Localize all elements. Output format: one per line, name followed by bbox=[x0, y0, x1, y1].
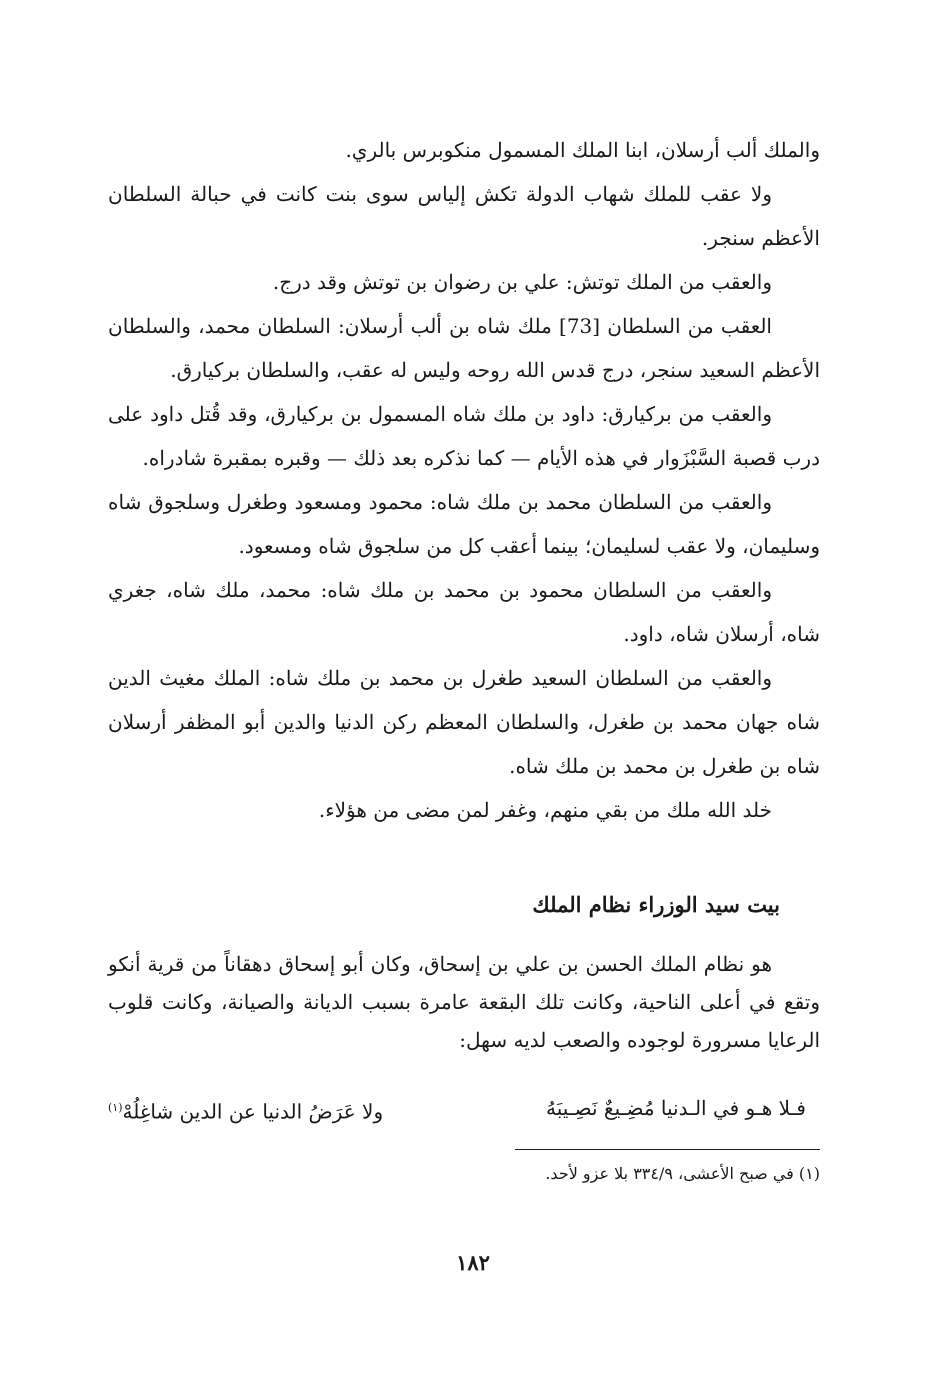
paragraph-6: والعقب من السلطان محمد بن ملك شاه: محمود ومسعود وطغرل وسلجوق شاه وسليمان، ولا عقب لسليمان؛ بينما أعقب كل من سلجوق شاه ومسعود. bbox=[108, 490, 820, 558]
poetry-verse bbox=[108, 1088, 820, 1132]
footnote-marker: (١) bbox=[108, 1101, 123, 1114]
verse-hemistich-2-text: ولا عَرَضُ الدنيا عن الدين شاغِلُهْ bbox=[122, 1099, 384, 1124]
paragraph-4: العقب من السلطان [73] ملك شاه بن ألب أرسلان: السلطان محمد، والسلطان الأعظم السعيد سنجر، درج قدس الله روحه وليس له عقب، والسلطان بركيارق. bbox=[108, 314, 820, 382]
main-text bbox=[108, 128, 820, 832]
footnote-divider bbox=[515, 1149, 820, 1150]
section-text bbox=[108, 945, 820, 1059]
paragraph-1: والملك ألب أرسلان، ابنا الملك المسمول منكوبرس بالري. bbox=[345, 138, 820, 162]
paragraph-7: والعقب من السلطان محمود بن محمد بن ملك شاه: محمد، ملك شاه، جغري شاه، أرسلان شاه، داود. bbox=[108, 578, 820, 646]
paragraph-8: والعقب من السلطان السعيد طغرل بن محمد بن ملك شاه: الملك مغيث الدين شاه جهان محمد بن طغرل، والسلطان المعظم ركن الدنيا والدين أبو المظفر أرسلان شاه بن طغرل بن محمد بن ملك شاه. bbox=[108, 666, 820, 778]
section-heading: بيت سيد الوزراء نظام الملك bbox=[532, 892, 780, 917]
paragraph-5: والعقب من بركيارق: داود بن ملك شاه المسمول بن بركيارق، وقد قُتل داود على درب قصبة السَّبْزَوار في هذه الأيام — كما نذكره بعد ذلك — وقبره بمقبرة شادراه. bbox=[108, 402, 820, 470]
paragraph-nizam: هو نظام الملك الحسن بن علي بن إسحاق، وكان أبو إسحاق دهقاناً من قرية أنكو وتقع في أعلى الناحية، وكانت تلك البقعة عامرة بسبب الديانة والصيانة، وكانت قلوب الرعايا مسرورة لوجوده والصعب لديه سهل: bbox=[108, 952, 820, 1052]
paragraph-3: والعقب من الملك توتش: علي بن رضوان بن توتش وقد درج. bbox=[272, 270, 772, 294]
verse-hemistich-2 bbox=[108, 1088, 383, 1132]
verse-hemistich-1: فـلا هـو في الـدنيا مُضِـيعٌ نَصِـيبَهُ bbox=[546, 1096, 806, 1120]
footnote: (١) في صبح الأعشى، ٣٣٤/٩ بلا عزو لأحد. bbox=[545, 1164, 820, 1183]
paragraph-2: ولا عقب للملك شهاب الدولة تكش إلياس سوى بنت كانت في حبالة السلطان الأعظم سنجر. bbox=[108, 182, 820, 250]
page-number: ١٨٢ bbox=[456, 1250, 490, 1275]
paragraph-9: خلد الله ملك من بقي منهم، وغفر لمن مضى من هؤلاء. bbox=[318, 798, 772, 822]
